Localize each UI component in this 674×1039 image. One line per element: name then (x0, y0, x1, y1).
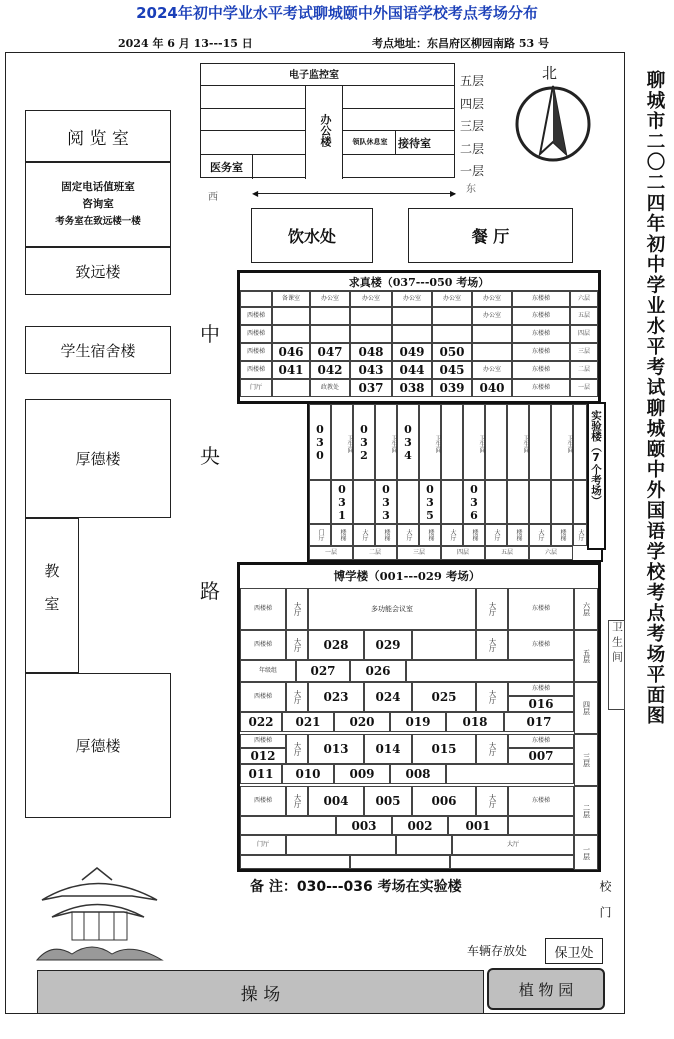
lab-cell (485, 480, 507, 524)
room-cell (240, 816, 336, 835)
hall-cell: 大厅 (286, 588, 308, 630)
east-stairs-cell: 东楼梯 (508, 786, 574, 816)
lab-floor-label: 四层 (441, 546, 485, 560)
surveillance-room: 电子监控室 (289, 70, 339, 81)
qiuzhen-cell (350, 325, 392, 343)
exam-room-cell: 025 (412, 682, 476, 712)
compass-icon (513, 80, 593, 165)
clinic-room: 医务室 (201, 154, 253, 179)
north-label: 北 (542, 64, 558, 82)
exam-room-cell: 028 (308, 630, 364, 660)
qiuzhen-header-cell (240, 291, 272, 307)
exam-room-cell: 036 (463, 480, 485, 524)
pavilion-icon (32, 862, 167, 962)
qiuzhen-header-cell: 备课室 (272, 291, 310, 307)
zhiyuan-building: 致远楼 (25, 247, 171, 295)
exam-room-cell: 004 (308, 786, 364, 816)
lab-cell (529, 404, 551, 480)
qiuzhen-cell: 西楼梯 (240, 343, 272, 361)
qiuzhen-header-cell: 办公室 (392, 291, 432, 307)
central-road-2: 央 (200, 444, 220, 468)
exam-room-cell: 020 (334, 712, 390, 732)
east-stairs-cell: 东楼梯 (508, 588, 574, 630)
hall-cell: 大厅 (286, 786, 308, 816)
exam-room-cell: 013 (308, 734, 364, 764)
qiuzhen-cell: 办公室 (472, 361, 512, 379)
east-stairs-cell: 东楼梯 (508, 734, 574, 748)
qiuzhen-cell: 西楼梯 (240, 307, 272, 325)
qiuzhen-cell: 东楼梯 (512, 361, 570, 379)
exam-room-cell: 035 (419, 480, 441, 524)
qiuzhen-header-cell: 办公室 (472, 291, 512, 307)
exam-room-cell: 027 (296, 660, 350, 682)
exam-room-cell: 029 (364, 630, 412, 660)
lab-cell: 卫生间 (375, 404, 397, 480)
office-building (200, 63, 455, 178)
qiuzhen-cell (432, 325, 472, 343)
exam-room-cell: 017 (504, 712, 574, 732)
boxue-title: 博学楼（001---029 考场） (333, 569, 481, 583)
qiuzhen-cell: 东楼梯 (512, 307, 570, 325)
exam-room-cell: 050 (432, 343, 472, 361)
exam-room-cell: 032 (353, 404, 375, 480)
lab-cell (551, 480, 573, 524)
east-stairs-cell: 东楼梯 (508, 630, 574, 660)
hall-cell: 大厅 (476, 588, 508, 630)
qiuzhen-cell: 办公室 (472, 307, 512, 325)
lab-cell: 卫生间 (551, 404, 573, 480)
west-stairs-cell: 西楼梯 (240, 630, 286, 660)
exam-room-cell: 042 (310, 361, 350, 379)
office-floors: 五层 四层 三层 二层 一层 (460, 74, 485, 178)
room-cell (508, 816, 574, 835)
exam-room-cell: 012 (240, 748, 286, 764)
exam-room-cell: 006 (412, 786, 476, 816)
qiuzhen-cell: 西楼梯 (240, 325, 272, 343)
qiuzhen-header-cell: 办公室 (432, 291, 472, 307)
lab-stair-cell: 楼梯 (551, 524, 573, 546)
lab-cell (485, 404, 507, 480)
qiuzhen-header-cell: 办公室 (350, 291, 392, 307)
exam-room-cell: 008 (390, 764, 446, 784)
room-cell (412, 630, 476, 660)
lab-floor-label: 二层 (353, 546, 397, 560)
exam-room-cell: 007 (508, 748, 574, 764)
exam-office-note: 考务室在致远楼一楼 (55, 216, 141, 227)
botanical-garden: 植 物 园 (487, 968, 605, 1010)
lab-cell (441, 480, 463, 524)
lab-cell: 卫生间 (331, 404, 353, 480)
qiuzhen-cell: 一层 (570, 379, 598, 397)
qiuzhen-cell (392, 307, 432, 325)
exam-room-cell: 002 (392, 816, 448, 835)
guard-office: 保卫处 (545, 938, 603, 964)
qiuzhen-cell: 五层 (570, 307, 598, 325)
exam-room-cell: 039 (432, 379, 472, 397)
lab-cell (397, 480, 419, 524)
lab-floor-label: 一层 (309, 546, 353, 560)
room-cell (350, 855, 450, 869)
door-hall-cell: 门厅 (240, 835, 286, 855)
lab-label: 实验楼（7个考场） (590, 410, 602, 506)
exam-room-cell: 019 (390, 712, 446, 732)
exam-room-cell: 047 (310, 343, 350, 361)
school-gate: 校门 (598, 880, 612, 932)
exam-room-cell: 001 (448, 816, 508, 835)
boxue-floor-label: 一层 (574, 835, 598, 870)
room-cell (450, 855, 574, 869)
hall-cell: 大厅 (286, 734, 308, 764)
lab-stair-cell: 大厅 (485, 524, 507, 546)
office-label: 办公楼 (319, 114, 332, 147)
exam-room-cell: 033 (375, 480, 397, 524)
reading-room: 阅 览 室 (25, 110, 171, 162)
qiuzhen-cell: 门厅 (240, 379, 272, 397)
west-stairs-cell: 西楼梯 (240, 588, 286, 630)
qiuzhen-cell: 西楼梯 (240, 361, 272, 379)
room-cell (286, 835, 396, 855)
lab-stair-cell: 楼梯 (331, 524, 353, 546)
qiuzhen-cell (272, 379, 310, 397)
lab-stair-cell: 大厅 (573, 524, 587, 546)
exam-room-cell: 026 (350, 660, 406, 682)
lab-cell (507, 480, 529, 524)
lab-cell (573, 404, 587, 480)
boxue-floor-label: 六层 (574, 588, 598, 630)
grade-group-cell: 年级组 (240, 660, 296, 682)
qiuzhen-cell: 东楼梯 (512, 379, 570, 397)
lab-stair-cell: 大厅 (353, 524, 375, 546)
west-stairs-cell: 西楼梯 (240, 682, 286, 712)
parking: 车辆存放处 (467, 944, 528, 958)
exam-room-cell: 030 (309, 404, 331, 480)
east-stairs-cell: 东楼梯 (508, 682, 574, 696)
meeting-room: 多功能会议室 (308, 588, 476, 630)
exam-room-cell: 022 (240, 712, 282, 732)
qiuzhen-cell (272, 307, 310, 325)
lab-stair-cell: 楼梯 (419, 524, 441, 546)
room-cell (406, 660, 574, 682)
qiuzhen-cell: 东楼梯 (512, 343, 570, 361)
lab-cell: 卫生间 (419, 404, 441, 480)
qiuzhen-cell (392, 325, 432, 343)
west-east-arrow (255, 193, 455, 194)
central-road-1: 中 (200, 322, 220, 346)
lab-cell (573, 480, 587, 524)
toilet-right: 卫生间 (608, 620, 625, 710)
qiuzhen-title: 求真楼（037---050 考场） (240, 273, 598, 291)
qiuzhen-cell (472, 325, 512, 343)
exam-room-cell: 014 (364, 734, 412, 764)
lab-stair-cell: 楼梯 (375, 524, 397, 546)
qiuzhen-cell: 三层 (570, 343, 598, 361)
exam-room-cell: 009 (334, 764, 390, 784)
reception-room: 接待室 (398, 137, 431, 150)
lab-floor-label: 五层 (485, 546, 529, 560)
exam-room-cell: 003 (336, 816, 392, 835)
exam-room-cell: 037 (350, 379, 392, 397)
lab-stair-cell: 大厅 (441, 524, 463, 546)
exam-room-cell: 005 (364, 786, 412, 816)
exam-room-cell: 024 (364, 682, 412, 712)
playground: 操 场 (37, 970, 484, 1014)
boxue-floor-label: 三层 (574, 734, 598, 786)
lab-floor-label: 三层 (397, 546, 441, 560)
side-title: 聊城市二〇二四年初中学业水平考试聊城颐中外国语学校考点考场平面图 (644, 70, 665, 726)
team-rest-room: 领队休息室 (352, 138, 388, 146)
room-cell (240, 855, 350, 869)
exam-room-cell: 049 (392, 343, 432, 361)
lab-stair-cell: 大厅 (529, 524, 551, 546)
qiuzhen-header-cell: 六层 (570, 291, 598, 307)
west-stairs-cell: 西楼梯 (240, 786, 286, 816)
note: 备 注：030---036 考场在实验楼 (250, 879, 462, 895)
exam-room-cell: 021 (282, 712, 334, 732)
lab-cell (353, 480, 375, 524)
exam-room-cell: 031 (331, 480, 353, 524)
lab-cell: 卫生间 (463, 404, 485, 480)
hall-cell: 大厅 (286, 630, 308, 660)
houde-building-top: 厚德楼 (25, 399, 171, 518)
exam-room-cell: 044 (392, 361, 432, 379)
lab-floor-label: 六层 (529, 546, 573, 560)
exam-room-cell: 011 (240, 764, 282, 784)
hall-cell: 大厅 (476, 734, 508, 764)
dorm-building: 学生宿舍楼 (25, 326, 171, 374)
east-label: 东 (466, 184, 476, 195)
hall-cell: 大厅 (476, 630, 508, 660)
boxue-floor-label: 二层 (574, 786, 598, 835)
west-stairs-cell: 西楼梯 (240, 734, 286, 748)
exam-room-cell: 010 (282, 764, 334, 784)
qiuzhen-cell: 四层 (570, 325, 598, 343)
exam-date: 2024 年 6 月 13---15 日 (118, 37, 253, 50)
qiuzhen-cell (310, 307, 350, 325)
qiuzhen-cell (272, 325, 310, 343)
central-road-3: 路 (200, 579, 220, 603)
canteen: 餐 厅 (408, 208, 573, 263)
hall-cell: 大厅 (452, 835, 574, 855)
room-cell (396, 835, 452, 855)
lab-stair-cell: 大厅 (397, 524, 419, 546)
hall-cell: 大厅 (476, 682, 508, 712)
exam-room-cell: 046 (272, 343, 310, 361)
qiuzhen-cell (472, 343, 512, 361)
lab-label-box (587, 402, 606, 550)
qiuzhen-cell (350, 307, 392, 325)
page-title: 2024年初中学业水平考试聊城颐中外国语学校考点考场分布 (136, 4, 538, 22)
qiuzhen-cell (432, 307, 472, 325)
exam-room-cell: 038 (392, 379, 432, 397)
hall-cell: 大厅 (286, 682, 308, 712)
qiuzhen-cell (310, 325, 350, 343)
boxue-floor-label: 四层 (574, 682, 598, 734)
qiuzhen-cell: 政教处 (310, 379, 350, 397)
exam-room-cell: 040 (472, 379, 512, 397)
houde-building-bottom: 厚德楼 (25, 673, 171, 818)
boxue-floor-label: 五层 (574, 630, 598, 682)
qiuzhen-header-cell: 办公室 (310, 291, 350, 307)
hall-cell: 大厅 (476, 786, 508, 816)
exam-room-cell: 023 (308, 682, 364, 712)
compass (513, 62, 593, 172)
qiuzhen-cell: 二层 (570, 361, 598, 379)
qiuzhen-header-cell: 东楼梯 (512, 291, 570, 307)
water-station: 饮水处 (251, 208, 373, 263)
exam-room-cell: 041 (272, 361, 310, 379)
lab-stair-cell: 门厅 (309, 524, 331, 546)
lab-cell: 卫生间 (507, 404, 529, 480)
duty-room: 固定电话值班室 (61, 181, 135, 193)
exam-room-cell: 048 (350, 343, 392, 361)
classroom: 教室 (25, 518, 79, 673)
exam-room-cell: 018 (446, 712, 504, 732)
exam-room-cell: 016 (508, 696, 574, 712)
exam-room-cell: 034 (397, 404, 419, 480)
lab-stair-cell: 楼梯 (463, 524, 485, 546)
lab-cell (529, 480, 551, 524)
lab-cell (441, 404, 463, 480)
duty-block (25, 162, 171, 247)
exam-room-cell: 015 (412, 734, 476, 764)
qiuzhen-cell: 东楼梯 (512, 325, 570, 343)
lab-stair-cell: 楼梯 (507, 524, 529, 546)
west-label: 西 (208, 192, 218, 203)
consult-room: 咨询室 (82, 198, 114, 210)
room-cell (446, 764, 574, 784)
exam-room-cell: 043 (350, 361, 392, 379)
exam-address: 考点地址：东昌府区柳园南路 53 号 (372, 37, 549, 50)
exam-room-cell: 045 (432, 361, 472, 379)
lab-cell (309, 480, 331, 524)
